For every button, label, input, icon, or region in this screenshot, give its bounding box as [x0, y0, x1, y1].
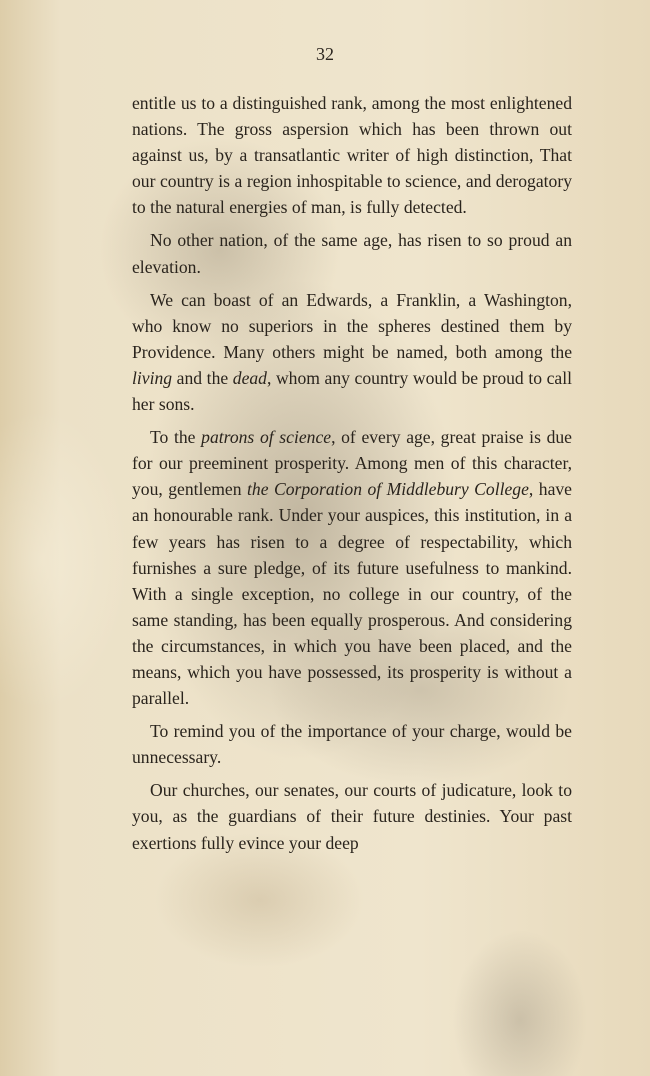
paragraph: [132, 424, 572, 711]
text-run: We can boast of an Edwards, a Franklin, a Washington, who know no superiors in the spheres destined them by Providence. Many others might be named, both among the: [132, 289, 572, 362]
text-run: Our churches, our senates, our courts of judicature, look to you, as the guardians of their future destinies. Your past exertions fully evince your deep: [132, 780, 572, 853]
paragraph: [132, 287, 572, 417]
text-run: , of every age, great praise is due for our preeminent prosperity. Among men of this character, you, gentlemen: [132, 427, 572, 500]
text-run: , whom any country would be proud to call her sons.: [132, 367, 573, 415]
italic-text-run: dead: [232, 367, 267, 388]
text-run: To the: [150, 427, 202, 448]
paragraph: [132, 718, 572, 770]
paragraph: [132, 777, 572, 855]
text-run: entitle us to a distinguished rank, among the most enlightened nations. The gross aspersion which has been thrown out against us, by a transatlantic writer of high distinction, That our country is a region inhospitable to science, and derogatory to the natural energies of man, is fully detected.: [132, 93, 572, 218]
text-run: , have an honourable rank. Under your auspices, this institution, in a few years has risen to a degree of respectability, which furnishes a sure pledge, of its future usefulness to mankind. With a single exception, no college in our country, of the same standing, has been equally prosperous. And considering the circumstances, in which you have been placed, and the means, which you have possessed, its prosperity is without a parallel.: [132, 479, 572, 709]
page-number: 32: [316, 44, 334, 64]
italic-text-run: living: [132, 367, 173, 388]
text-run: No other nation, of the same age, has risen to so proud an elevation.: [132, 230, 572, 277]
text-run: To remind you of the importance of your charge, would be unnecessary.: [132, 721, 572, 768]
paragraph: [132, 227, 572, 279]
body-text: [132, 90, 572, 863]
paragraph: [132, 90, 572, 220]
text-run: and the: [172, 367, 233, 388]
italic-text-run: patrons of science: [201, 427, 332, 448]
italic-text-run: the Corporation of Middlebury College: [247, 479, 529, 500]
